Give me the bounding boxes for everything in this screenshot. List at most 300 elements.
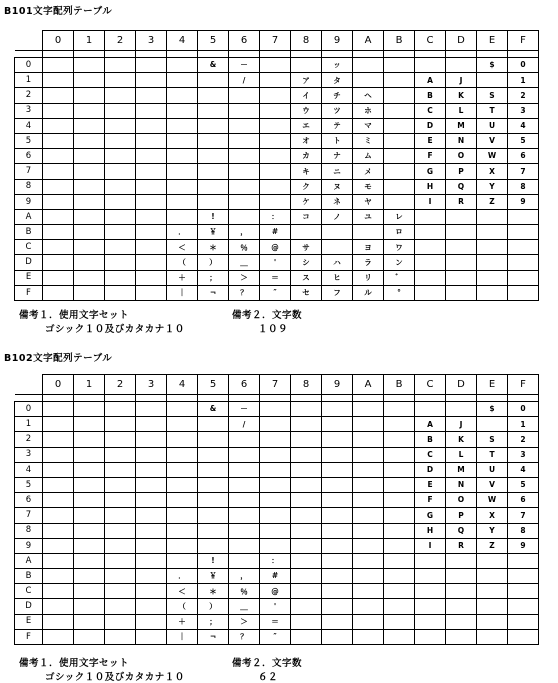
char-cell [291,225,322,240]
char-cell: ？ [229,629,260,644]
spacer-cell [198,51,229,58]
char-cell: / [229,73,260,88]
char-cell [446,569,477,584]
char-cell: ロ [384,225,415,240]
char-cell [198,118,229,133]
char-cell [43,477,74,492]
row-header: A [15,209,43,224]
char-cell [353,493,384,508]
char-cell: $ [477,402,508,417]
char-cell [167,58,198,73]
char-cell: 6 [508,149,539,164]
table1-grid [14,30,539,301]
char-cell [198,432,229,447]
char-cell [508,255,539,270]
char-cell [136,240,167,255]
column-header-row [15,375,539,395]
char-cell: ； [198,270,229,285]
char-cell [508,629,539,644]
row-header: C [15,584,43,599]
char-cell [167,118,198,133]
char-cell [353,614,384,629]
char-cell [260,88,291,103]
char-cell [43,209,74,224]
row-header: F [15,629,43,644]
char-cell [74,599,105,614]
char-cell: ン [384,255,415,270]
char-cell [74,508,105,523]
table-row [15,164,539,179]
spacer-cell [74,51,105,58]
char-cell [322,462,353,477]
char-cell [136,402,167,417]
table-row [15,447,539,462]
char-cell [322,614,353,629]
char-cell: チ [322,88,353,103]
char-cell [136,255,167,270]
spacer-cell [167,51,198,58]
char-cell: S [477,432,508,447]
char-cell [415,402,446,417]
row-header: 3 [15,447,43,462]
char-cell [260,149,291,164]
spacer-cell [229,395,260,402]
char-cell [322,493,353,508]
char-cell: K [446,88,477,103]
char-cell [136,209,167,224]
char-cell [105,569,136,584]
char-cell: D [415,118,446,133]
column-header: 1 [74,31,105,51]
table1-note1-value: ゴシック１０及びカタカナ１０ [45,324,185,335]
char-cell [136,118,167,133]
spacer-cell [136,395,167,402]
char-cell [384,58,415,73]
char-cell [105,225,136,240]
char-cell [105,629,136,644]
char-cell: ＞ [229,270,260,285]
char-cell [167,432,198,447]
char-cell [384,103,415,118]
char-cell [105,432,136,447]
char-cell [291,58,322,73]
char-cell [322,402,353,417]
char-cell [415,584,446,599]
char-cell: R [446,194,477,209]
char-cell [322,523,353,538]
char-cell [167,447,198,462]
char-cell: U [477,462,508,477]
char-cell [384,599,415,614]
column-header: F [508,31,539,51]
char-cell [167,462,198,477]
char-cell [260,493,291,508]
table2-note1-value: ゴシック１０及びカタカナ１０ [45,672,185,683]
char-cell: ワ [384,240,415,255]
char-cell: ス [291,270,322,285]
char-cell [74,149,105,164]
char-cell: J [446,417,477,432]
char-cell [508,240,539,255]
char-cell [291,538,322,553]
char-cell: ″ [260,285,291,300]
char-cell: ＜ [167,240,198,255]
char-cell [384,417,415,432]
char-cell [43,599,74,614]
char-cell [415,209,446,224]
char-cell: $ [477,58,508,73]
char-cell: / [229,417,260,432]
char-cell [508,209,539,224]
char-cell [105,417,136,432]
char-cell [43,225,74,240]
char-cell: ハ [322,255,353,270]
corner-cell [15,375,43,395]
char-cell: # [260,569,291,584]
column-header: 4 [167,375,198,395]
char-cell: H [415,179,446,194]
table-row [15,432,539,447]
char-cell: F [415,493,446,508]
char-cell [136,149,167,164]
char-cell: ル [353,285,384,300]
char-cell: ＿ [229,599,260,614]
char-cell: ？ [229,285,260,300]
char-cell [198,538,229,553]
char-cell: ＞ [229,614,260,629]
char-cell [353,584,384,599]
char-cell [74,629,105,644]
char-cell [136,447,167,462]
char-cell: キ [291,164,322,179]
char-cell [446,402,477,417]
char-cell [74,88,105,103]
spacer-cell [15,51,43,58]
char-cell: ￥ [198,225,229,240]
char-cell [167,538,198,553]
char-cell: 5 [508,477,539,492]
char-cell [229,179,260,194]
char-cell [446,553,477,568]
char-cell: 1 [508,73,539,88]
spacer-cell [477,395,508,402]
char-cell [353,73,384,88]
char-cell [477,553,508,568]
char-cell: M [446,118,477,133]
char-cell: B [415,88,446,103]
spacer-cell [291,51,322,58]
char-cell [384,164,415,179]
char-cell [136,270,167,285]
char-cell: J [446,73,477,88]
char-cell: ナ [322,149,353,164]
column-header: 3 [136,31,167,51]
char-cell: @ [260,584,291,599]
char-cell [477,73,508,88]
column-header: 4 [167,31,198,51]
char-cell [136,179,167,194]
char-cell [260,194,291,209]
char-cell: ニ [322,164,353,179]
char-cell: サ [291,240,322,255]
char-cell: ￥ [198,569,229,584]
char-cell [415,58,446,73]
char-cell [74,133,105,148]
char-cell [384,462,415,477]
char-cell [105,164,136,179]
char-cell: M [446,462,477,477]
char-cell: 6 [508,493,539,508]
char-cell: Y [477,523,508,538]
char-cell [260,179,291,194]
char-cell [74,179,105,194]
char-cell [415,569,446,584]
char-cell [229,103,260,118]
char-cell: ｜ [167,629,198,644]
char-cell: ″ [260,629,291,644]
table-row [15,569,539,584]
char-cell [446,285,477,300]
char-cell [446,240,477,255]
char-cell [229,209,260,224]
char-cell [167,209,198,224]
char-cell [136,629,167,644]
char-cell: T [477,103,508,118]
char-cell: ＊ [198,584,229,599]
char-cell: U [477,118,508,133]
table-row [15,240,539,255]
char-cell [43,553,74,568]
table-row [15,73,539,88]
table-row [15,88,539,103]
spacer-cell [291,395,322,402]
char-cell [477,584,508,599]
char-cell: & [198,58,229,73]
column-header: 2 [105,375,136,395]
char-cell: エ [291,118,322,133]
char-cell [508,270,539,285]
char-cell [198,194,229,209]
char-cell [353,58,384,73]
char-cell: ネ [322,194,353,209]
char-cell: ケ [291,194,322,209]
char-cell: ! [198,209,229,224]
char-cell: ' [260,255,291,270]
char-cell: W [477,493,508,508]
char-cell [136,614,167,629]
char-cell [508,599,539,614]
char-cell [167,103,198,118]
char-cell: 3 [508,447,539,462]
char-cell [136,88,167,103]
table2-title: B102文字配列テーブル [4,353,113,364]
char-cell: O [446,493,477,508]
char-cell [322,432,353,447]
char-cell [384,569,415,584]
spacer-cell [74,395,105,402]
column-header: D [446,31,477,51]
char-cell [105,209,136,224]
table-row [15,58,539,73]
table-row [15,194,539,209]
table-row [15,118,539,133]
char-cell: K [446,432,477,447]
char-cell [105,118,136,133]
char-cell [260,73,291,88]
char-cell: コ [291,209,322,224]
char-cell [322,569,353,584]
char-cell: マ [353,118,384,133]
char-cell [291,508,322,523]
row-header: 5 [15,133,43,148]
char-cell [105,599,136,614]
char-cell: E [415,477,446,492]
char-cell [384,477,415,492]
char-cell: ヘ [353,88,384,103]
column-header: 8 [291,31,322,51]
char-cell [477,225,508,240]
char-cell [384,133,415,148]
char-cell [136,599,167,614]
char-cell: C [415,447,446,462]
char-cell: 4 [508,462,539,477]
char-cell: V [477,477,508,492]
char-cell: シ [291,255,322,270]
char-cell: 9 [508,194,539,209]
char-cell [322,477,353,492]
char-cell [322,417,353,432]
char-cell [322,629,353,644]
char-cell [353,225,384,240]
char-cell: ＋ [167,614,198,629]
table-row [15,179,539,194]
table-row [15,149,539,164]
char-cell [43,270,74,285]
char-cell [136,493,167,508]
char-cell [477,629,508,644]
char-cell [477,209,508,224]
column-header: 9 [322,31,353,51]
table2-grid [14,374,539,645]
char-cell [322,240,353,255]
char-cell [198,149,229,164]
char-cell [74,432,105,447]
spacer-cell [105,395,136,402]
column-header: C [415,375,446,395]
char-cell [74,240,105,255]
char-cell [260,508,291,523]
spacer-cell [415,395,446,402]
char-cell [384,553,415,568]
char-cell: ヌ [322,179,353,194]
char-cell [105,73,136,88]
char-cell: 7 [508,508,539,523]
char-cell [74,584,105,599]
char-cell [353,402,384,417]
char-cell [74,402,105,417]
table-row [15,285,539,300]
char-cell [446,255,477,270]
column-header: 5 [198,375,229,395]
char-cell: ッ [322,58,353,73]
char-cell: ） [198,599,229,614]
char-cell: B [415,432,446,447]
table2-note2-value: ６２ [258,672,279,683]
char-cell [74,553,105,568]
char-cell [384,584,415,599]
char-cell [43,179,74,194]
char-cell [260,58,291,73]
char-cell [43,88,74,103]
row-header: B [15,225,43,240]
char-cell: フ [322,285,353,300]
char-cell [198,179,229,194]
char-cell: @ [260,240,291,255]
char-cell [167,477,198,492]
char-cell: L [446,447,477,462]
char-cell [105,255,136,270]
char-cell [43,402,74,417]
char-cell [43,255,74,270]
char-cell [229,462,260,477]
char-cell [291,477,322,492]
char-cell: ヨ [353,240,384,255]
table-row [15,629,539,644]
char-cell: N [446,133,477,148]
char-cell: ％ [229,584,260,599]
char-cell [446,225,477,240]
char-cell [384,194,415,209]
spacer-cell [322,51,353,58]
spacer-row [15,51,539,58]
char-cell: Z [477,194,508,209]
char-cell [136,584,167,599]
char-cell [260,432,291,447]
char-cell [105,553,136,568]
char-cell [105,447,136,462]
table-row [15,402,539,417]
char-cell: I [415,538,446,553]
char-cell [477,255,508,270]
column-header: 1 [74,375,105,395]
char-cell [229,118,260,133]
char-cell [198,447,229,462]
char-cell [136,194,167,209]
char-cell [384,629,415,644]
char-cell [384,614,415,629]
char-cell [198,88,229,103]
char-cell: S [477,88,508,103]
char-cell [446,584,477,599]
char-cell [167,149,198,164]
char-cell: ％ [229,240,260,255]
char-cell [415,285,446,300]
char-cell [167,179,198,194]
char-cell [198,103,229,118]
char-cell [74,417,105,432]
char-cell [291,447,322,462]
char-cell: W [477,149,508,164]
char-cell: ホ [353,103,384,118]
row-header: 1 [15,417,43,432]
char-cell: モ [353,179,384,194]
char-cell: N [446,477,477,492]
char-cell [136,164,167,179]
row-header: 4 [15,118,43,133]
char-cell: A [415,417,446,432]
char-cell [291,553,322,568]
char-cell [43,73,74,88]
